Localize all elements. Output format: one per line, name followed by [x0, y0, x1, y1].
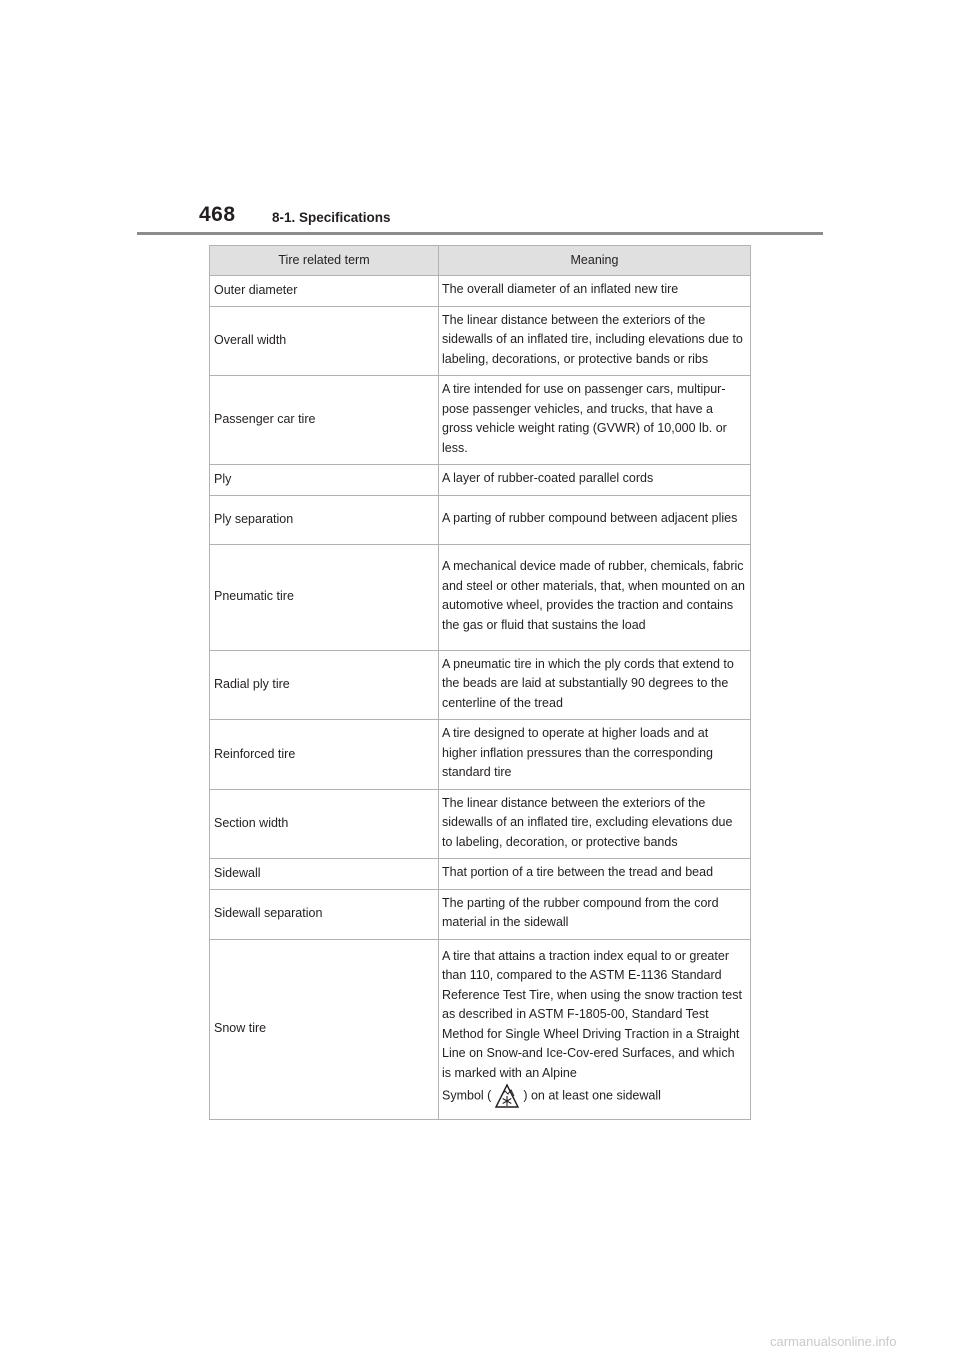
term-cell: Sidewall — [210, 859, 439, 890]
snow-tire-meaning-text: A tire that attains a traction index equal to or greater than 110, compared to the ASTM E-1136 Standard Reference Test Tire, when using the snow traction test as described in ASTM F-1805-00, Standard Test Method for Single Wheel Driving Traction in a Straight Line on Snow-and Ice-Cov-ered Surfaces, and which is marked with an Alpine — [442, 948, 742, 1080]
term-cell: Passenger car tire — [210, 376, 439, 465]
watermark-footer: carmanualsonline.info — [770, 1334, 897, 1349]
table-row — [210, 859, 751, 890]
term-cell: Overall width — [210, 306, 439, 376]
table-row — [210, 276, 751, 307]
table-row — [210, 495, 751, 544]
term-cell: Radial ply tire — [210, 650, 439, 720]
table-row — [210, 376, 751, 465]
meaning-cell: That portion of a tire between the tread and bead — [439, 859, 751, 890]
table-row — [210, 720, 751, 790]
table-row — [210, 544, 751, 650]
symbol-text-before: Symbol ( — [442, 1088, 492, 1103]
term-cell: Snow tire — [210, 939, 439, 1119]
meaning-cell: A tire designed to operate at higher loads and at higher inflation pressures than the corresponding standard tire — [439, 720, 751, 790]
term-cell: Reinforced tire — [210, 720, 439, 790]
meaning-cell: The linear distance between the exteriors of the sidewalls of an inflated tire, excluding elevations due to labeling, decoration, or protective bands — [439, 789, 751, 859]
table-row — [210, 306, 751, 376]
section-title: 8-1. Specifications — [272, 210, 391, 225]
meaning-cell: The linear distance between the exteriors of the sidewalls of an inflated tire, including elevations due to labeling, decorations, or protective bands or ribs — [439, 306, 751, 376]
tire-terms-table — [209, 245, 751, 1120]
meaning-cell — [439, 939, 751, 1119]
meaning-cell: A layer of rubber-coated parallel cords — [439, 465, 751, 496]
page-number: 468 — [199, 203, 236, 226]
table-row — [210, 650, 751, 720]
meaning-cell: A tire intended for use on passenger cars, multipur-pose passenger vehicles, and trucks, that have a gross vehicle weight rating (GVWR) of 10,000 lb. or less. — [439, 376, 751, 465]
symbol-text-after: ) on at least one sidewall — [523, 1088, 661, 1103]
table-row — [210, 939, 751, 1119]
meaning-cell: A mechanical device made of rubber, chemicals, fabric and steel or other materials, that, when mounted on an automotive wheel, provides the traction and contains the gas or fluid that sustains the load — [439, 544, 751, 650]
page-header — [0, 0, 960, 240]
term-cell: Sidewall separation — [210, 889, 439, 939]
alpine-snowflake-icon — [493, 1083, 521, 1109]
table-header-row — [210, 246, 751, 276]
meaning-cell: The overall diameter of an inflated new tire — [439, 276, 751, 307]
term-cell: Outer diameter — [210, 276, 439, 307]
term-cell: Ply — [210, 465, 439, 496]
meaning-cell: The parting of the rubber compound from the cord material in the sidewall — [439, 889, 751, 939]
table-row — [210, 465, 751, 496]
column-header-term: Tire related term — [210, 246, 439, 276]
table-row — [210, 889, 751, 939]
meaning-cell: A pneumatic tire in which the ply cords that extend to the beads are laid at substantially 90 degrees to the centerline of the tread — [439, 650, 751, 720]
term-cell: Pneumatic tire — [210, 544, 439, 650]
header-divider — [137, 232, 823, 235]
meaning-cell: A parting of rubber compound between adjacent plies — [439, 495, 751, 544]
table-row — [210, 789, 751, 859]
term-cell: Ply separation — [210, 495, 439, 544]
term-cell: Section width — [210, 789, 439, 859]
column-header-meaning: Meaning — [439, 246, 751, 276]
